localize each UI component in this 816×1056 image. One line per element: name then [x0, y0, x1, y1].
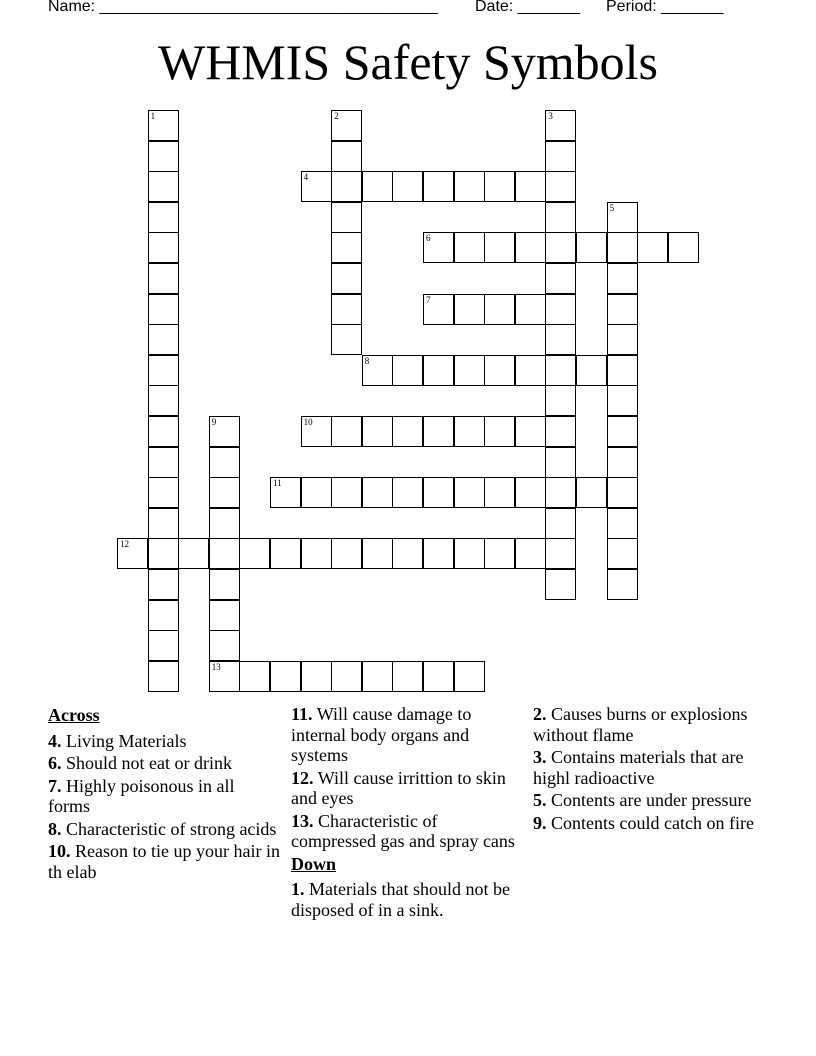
grid-cell[interactable]	[545, 202, 576, 233]
grid-cell[interactable]	[148, 171, 179, 202]
grid-cell[interactable]	[576, 477, 607, 508]
grid-cell[interactable]	[607, 477, 638, 508]
grid-cell[interactable]	[484, 232, 515, 263]
grid-cell[interactable]	[148, 538, 179, 569]
grid-cell[interactable]	[515, 294, 546, 325]
grid-cell[interactable]	[545, 416, 576, 447]
grid-cell[interactable]	[209, 538, 240, 569]
grid-cell[interactable]	[209, 630, 240, 661]
grid-cell[interactable]	[423, 232, 454, 263]
clue-number: 9	[211, 417, 217, 427]
grid-cell[interactable]	[178, 538, 209, 569]
clue-number: 8	[364, 355, 370, 366]
grid-cell[interactable]	[331, 538, 362, 569]
grid-cell[interactable]	[607, 355, 638, 386]
grid-cell[interactable]	[392, 416, 423, 447]
grid-cell[interactable]	[545, 477, 576, 508]
grid-cell[interactable]	[423, 171, 454, 202]
grid-cell[interactable]	[362, 355, 393, 386]
clue-number: 2	[334, 111, 339, 121]
clue-number: 1	[150, 111, 156, 121]
grid-cell[interactable]	[148, 630, 179, 661]
grid-cell[interactable]	[148, 600, 179, 631]
name-field[interactable]: Name: ______________________________________	[48, 0, 438, 15]
grid-cell[interactable]	[331, 416, 362, 447]
grid-cell[interactable]	[148, 447, 179, 478]
grid-cell[interactable]	[392, 538, 423, 569]
grid-cell[interactable]	[454, 538, 485, 569]
grid-cell[interactable]	[148, 232, 179, 263]
grid-cell[interactable]	[545, 324, 576, 355]
grid-cell[interactable]	[607, 569, 638, 600]
grid-cell[interactable]	[423, 538, 454, 569]
grid-cell[interactable]	[301, 477, 332, 508]
grid-cell[interactable]	[392, 661, 423, 692]
across-clue-10: 10. Reason to tie up your hair in th elab	[48, 841, 280, 882]
grid-cell[interactable]	[545, 263, 576, 294]
grid-cell[interactable]	[331, 263, 362, 294]
grid-cell[interactable]	[331, 171, 362, 202]
grid-cell[interactable]	[148, 202, 179, 233]
grid-cell[interactable]	[148, 141, 179, 172]
grid-cell[interactable]	[576, 232, 607, 263]
grid-cell[interactable]	[148, 569, 179, 600]
grid-cell[interactable]	[545, 447, 576, 478]
grid-cell[interactable]	[423, 294, 454, 325]
grid-cell[interactable]	[484, 538, 515, 569]
down-clue-5: 5. Contents are under pressure	[533, 790, 752, 810]
grid-cell[interactable]	[209, 600, 240, 631]
grid-cell[interactable]	[607, 385, 638, 416]
grid-cell[interactable]	[637, 232, 668, 263]
grid-cell[interactable]	[301, 171, 332, 202]
grid-cell[interactable]	[239, 538, 270, 569]
grid-cell[interactable]	[148, 508, 179, 539]
grid-cell[interactable]	[392, 355, 423, 386]
grid-cell[interactable]	[545, 385, 576, 416]
grid-cell[interactable]	[545, 232, 576, 263]
grid-cell[interactable]	[301, 661, 332, 692]
grid-cell[interactable]	[515, 232, 546, 263]
grid-cell[interactable]	[545, 110, 576, 141]
grid-cell[interactable]	[148, 661, 179, 692]
grid-cell[interactable]	[607, 294, 638, 325]
clue-number: 11	[273, 478, 282, 489]
grid-cell[interactable]	[515, 416, 546, 447]
grid-cell[interactable]	[545, 355, 576, 386]
clue-number: 6	[426, 233, 431, 244]
across-heading: Across	[48, 705, 100, 725]
grid-cell[interactable]	[454, 171, 485, 202]
grid-cell[interactable]	[117, 538, 148, 569]
grid-cell[interactable]	[392, 171, 423, 202]
grid-cell[interactable]	[209, 477, 240, 508]
grid-cell[interactable]	[148, 263, 179, 294]
grid-cell[interactable]	[392, 477, 423, 508]
down-heading: Down	[291, 853, 337, 874]
grid-cell[interactable]	[331, 141, 362, 172]
grid-cell[interactable]	[545, 538, 576, 569]
grid-cell[interactable]	[454, 416, 485, 447]
grid-cell[interactable]	[607, 232, 638, 263]
grid-cell[interactable]	[331, 294, 362, 325]
grid-cell[interactable]	[148, 294, 179, 325]
down-clue-3: 3. Contains materials that are highl radioactive	[533, 747, 744, 788]
grid-cell[interactable]	[331, 661, 362, 692]
grid-cell[interactable]	[270, 477, 301, 508]
grid-cell[interactable]	[607, 447, 638, 478]
grid-cell[interactable]	[454, 477, 485, 508]
grid-cell[interactable]	[607, 202, 638, 233]
grid-cell[interactable]	[239, 661, 270, 692]
clue-number: 13	[211, 661, 221, 672]
grid-cell[interactable]	[148, 416, 179, 447]
grid-cell[interactable]	[148, 110, 179, 141]
grid-cell[interactable]	[148, 385, 179, 416]
clues-column-2	[291, 704, 516, 922]
grid-cell[interactable]	[515, 355, 546, 386]
across-clue-12: 12. Will cause irrittion to skin and eyes	[291, 767, 506, 808]
clue-number: 3	[548, 111, 553, 121]
period-field[interactable]: Period: _______	[606, 0, 724, 15]
grid-cell[interactable]	[545, 569, 576, 600]
grid-cell[interactable]	[331, 324, 362, 355]
grid-cell[interactable]	[209, 508, 240, 539]
grid-cell[interactable]	[484, 477, 515, 508]
grid-cell[interactable]	[484, 171, 515, 202]
across-clue-4: 4. Living Materials	[48, 730, 187, 751]
grid-cell[interactable]	[209, 416, 240, 447]
grid-cell[interactable]	[301, 538, 332, 569]
grid-cell[interactable]	[576, 355, 607, 386]
grid-cell[interactable]	[301, 416, 332, 447]
clue-number: 4	[303, 172, 309, 183]
grid-cell[interactable]	[545, 141, 576, 172]
grid-cell[interactable]	[331, 477, 362, 508]
grid-cell[interactable]	[607, 416, 638, 447]
grid-cell[interactable]	[607, 263, 638, 294]
clue-number: 7	[426, 294, 431, 305]
down-clue-2: 2. Causes burns or explosions without flame	[533, 704, 748, 745]
across-clue-6: 6. Should not eat or drink	[48, 753, 232, 773]
grid-cell[interactable]	[209, 569, 240, 600]
grid-cell[interactable]	[454, 355, 485, 386]
grid-cell[interactable]	[270, 661, 301, 692]
grid-cell[interactable]	[423, 355, 454, 386]
grid-cell[interactable]	[423, 661, 454, 692]
grid-cell[interactable]	[362, 477, 393, 508]
grid-cell[interactable]	[362, 661, 393, 692]
grid-cell[interactable]	[362, 416, 393, 447]
grid-cell[interactable]	[484, 294, 515, 325]
grid-cell[interactable]	[454, 661, 485, 692]
grid-cell[interactable]	[423, 477, 454, 508]
grid-cell[interactable]	[270, 538, 301, 569]
clues-column-3	[533, 704, 773, 835]
grid-cell[interactable]	[423, 416, 454, 447]
across-clue-11: 11. Will cause damage to internal body organs and systems	[291, 704, 472, 765]
grid-cell[interactable]	[331, 232, 362, 263]
grid-cell[interactable]	[607, 538, 638, 569]
grid-cell[interactable]	[331, 202, 362, 233]
grid-cell[interactable]	[362, 171, 393, 202]
grid-cell[interactable]	[484, 416, 515, 447]
grid-cell[interactable]	[545, 171, 576, 202]
grid-cell[interactable]	[148, 477, 179, 508]
grid-cell[interactable]	[331, 110, 362, 141]
grid-cell[interactable]	[515, 171, 546, 202]
grid-cell[interactable]	[668, 232, 699, 263]
grid-cell[interactable]	[209, 447, 240, 478]
down-clue-1: 1. Materials that should not be disposed of in a sink.	[291, 879, 510, 920]
page-title: WHMIS Safety Symbols	[158, 34, 658, 90]
grid-cell[interactable]	[209, 661, 240, 692]
clue-number: 10	[303, 417, 313, 427]
date-field[interactable]: Date: _______	[475, 0, 580, 15]
across-clue-8: 8. Characteristic of strong acids	[48, 818, 277, 839]
grid-cell[interactable]	[607, 508, 638, 539]
grid-cell[interactable]	[148, 355, 179, 386]
grid-cell[interactable]	[362, 538, 393, 569]
grid-cell[interactable]	[484, 355, 515, 386]
grid-cell[interactable]	[515, 538, 546, 569]
grid-cell[interactable]	[148, 324, 179, 355]
grid-cell[interactable]	[607, 324, 638, 355]
across-clue-7: 7. Highly poisonous in all forms	[48, 775, 235, 816]
clues-column-1	[48, 704, 280, 884]
down-clue-9: 9. Contents could catch on fire	[533, 812, 754, 833]
across-clue-13: 13. Characteristic of compressed gas and spray cans	[291, 810, 515, 851]
grid-cell[interactable]	[454, 232, 485, 263]
grid-cell[interactable]	[454, 294, 485, 325]
grid-cell[interactable]	[545, 294, 576, 325]
clue-number: 5	[609, 202, 615, 213]
clue-number: 12	[120, 539, 129, 550]
grid-cell[interactable]	[545, 508, 576, 539]
grid-cell[interactable]	[515, 477, 546, 508]
